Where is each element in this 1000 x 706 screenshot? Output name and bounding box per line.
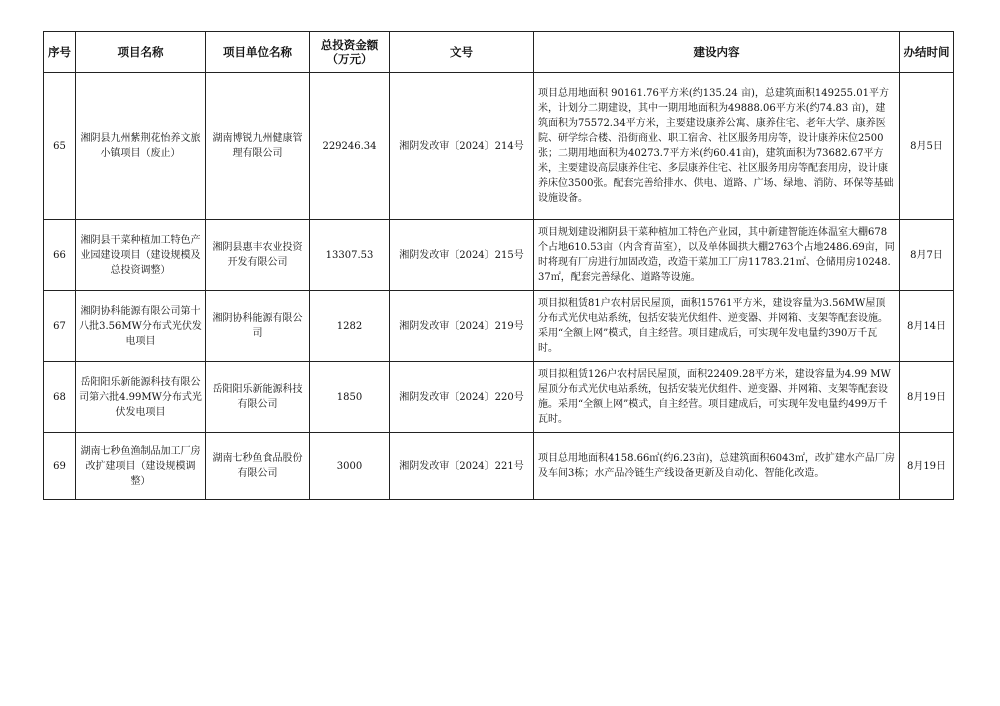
cell-investment: 1282 (310, 291, 390, 362)
cell-doc-number: 湘阴发改审〔2024〕214号 (390, 73, 534, 220)
project-approval-table (43, 31, 954, 500)
header-doc-number: 文号 (390, 32, 534, 73)
cell-doc-number: 湘阴发改审〔2024〕220号 (390, 362, 534, 433)
cell-construction-content: 项目规划建设湘阴县干菜种植加工特色产业园，其中新建智能连体温室大棚678个占地610.53亩（内含育苗室），以及单体圆拱大棚2763个占地2486.69亩，同时将现有厂房进行加固改造，改造干菜加工厂房11783.21㎡、仓储用房10248.37㎡，配套完善绿化、道路等设施。 (534, 220, 900, 291)
cell-seq: 68 (44, 362, 76, 433)
cell-doc-number: 湘阴发改审〔2024〕219号 (390, 291, 534, 362)
header-seq: 序号 (44, 32, 76, 73)
cell-doc-number: 湘阴发改审〔2024〕221号 (390, 433, 534, 500)
cell-completion-date: 8月7日 (900, 220, 954, 291)
cell-investment: 1850 (310, 362, 390, 433)
cell-construction-content: 项目总用地面积 90161.76平方米(约135.24 亩)，总建筑面积149255.01平方米，计划分二期建设，其中一期用地面积为49888.06平方米(约74.83 亩)，建筑面积为75572.34平方米，主要建设康养公寓、康养住宅、老年大学、康养医院、研学综合楼、沿街商业、职工宿舍、社区服务用房等，设计康养床位2500 张；二期用地面积为40273.7平方米(约60.41亩)，建筑面积为73682.67平方米，主要建设高层康养住宅、多层康养住宅、社区服务用房等配套用房，设计康养床位3500张。配套完善给排水、供电、道路、广场、绿地、消防、环保等基础设施设备。 (534, 73, 900, 220)
cell-seq: 69 (44, 433, 76, 500)
cell-project-name: 岳阳阳乐新能源科技有限公司第六批4.99MW分布式光伏发电项目 (76, 362, 206, 433)
table-row (44, 73, 954, 220)
header-completion-date: 办结时间 (900, 32, 954, 73)
cell-completion-date: 8月5日 (900, 73, 954, 220)
cell-completion-date: 8月19日 (900, 362, 954, 433)
cell-project-unit: 湘阴协科能源有限公司 (206, 291, 310, 362)
cell-completion-date: 8月14日 (900, 291, 954, 362)
cell-seq: 67 (44, 291, 76, 362)
cell-investment: 13307.53 (310, 220, 390, 291)
cell-project-name: 湘阴县干菜种植加工特色产业园建设项目（建设规模及总投资调整） (76, 220, 206, 291)
cell-construction-content: 项目拟租赁126户农村居民屋顶，面积22409.28平方米，建设容量为4.99 MW屋顶分布式光伏电站系统，包括安装光伏组件、逆变器、并网箱、支架等配套设施。采用“全额上网”模式，自主经营。项目建成后，可实现年发电量约499万千瓦时。 (534, 362, 900, 433)
cell-construction-content: 项目总用地面积4158.66㎡(约6.23亩)，总建筑面积6043㎡，改扩建水产品厂房及车间3栋；水产品冷链生产线设备更新及自动化、智能化改造。 (534, 433, 900, 500)
header-construction-content: 建设内容 (534, 32, 900, 73)
cell-doc-number: 湘阴发改审〔2024〕215号 (390, 220, 534, 291)
cell-project-unit: 湘阴县惠丰农业投资开发有限公司 (206, 220, 310, 291)
table-row (44, 291, 954, 362)
cell-project-unit: 湖南七秒鱼食品股份有限公司 (206, 433, 310, 500)
table-header-row (44, 32, 954, 73)
cell-project-unit: 岳阳阳乐新能源科技有限公司 (206, 362, 310, 433)
cell-investment: 229246.34 (310, 73, 390, 220)
table-row (44, 433, 954, 500)
cell-investment: 3000 (310, 433, 390, 500)
cell-project-name: 湘阴协科能源有限公司第十八批3.56MW分布式光伏发电项目 (76, 291, 206, 362)
cell-completion-date: 8月19日 (900, 433, 954, 500)
cell-project-name: 湖南七秒鱼渔制品加工厂房改扩建项目（建设规模调整） (76, 433, 206, 500)
cell-project-name: 湘阴县九州紫荆花怡养文旅小镇项目（废止） (76, 73, 206, 220)
table-row (44, 220, 954, 291)
cell-seq: 65 (44, 73, 76, 220)
header-project-unit: 项目单位名称 (206, 32, 310, 73)
header-project-name: 项目名称 (76, 32, 206, 73)
table-row (44, 362, 954, 433)
cell-project-unit: 湖南博锐九州健康管理有限公司 (206, 73, 310, 220)
header-investment: 总投资金额（万元） (310, 32, 390, 73)
cell-seq: 66 (44, 220, 76, 291)
cell-construction-content: 项目拟租赁81户农村居民屋顶，面积15761平方米，建设容量为3.56MW屋顶分布式光伏电站系统，包括安装光伏组件、逆变器、并网箱、支架等配套设施。采用“全额上网”模式，自主经营。项目建成后，可实现年发电量约390万千瓦时。 (534, 291, 900, 362)
